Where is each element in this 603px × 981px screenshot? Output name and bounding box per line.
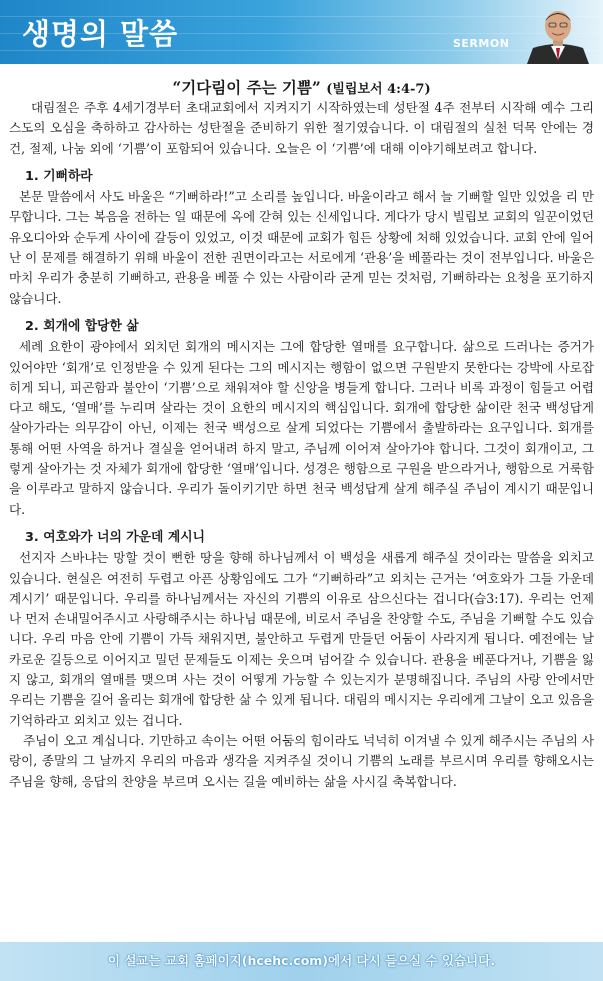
section-title: 생명의 말씀 (22, 17, 179, 51)
section-heading-3: 3. 여호와가 너의 가운데 계시니 (25, 529, 205, 545)
scripture-reference: (빌립보서 4:4-7) (326, 82, 431, 97)
section-body-3: 선지자 스바냐는 망할 것이 뻔한 땅을 향해 하나님께서 이 백성을 새롭게 해주실 것이라는 말씀을 외치고 있습니다. 현실은 여전히 두렵고 아픈 상황임에도 그가 “기뻐하라”고 외치는 근거는 ‘여호와가 그들 가운데 계시기’ 때문입니다. 우리를 하나님께서는 자신의 기쁨의 이유로 삼으신다는 겁니다(습3:17). 우리는 언제나 먼저 손내밀어주시고 사랑해주시는 하나님 때문에, 비로서 주님을 찬양할 수도, 주님을 기뻐할 수도 있습니다. 우리 마음 안에 기쁨이 가득 채워지면, 불안하고 두렵게 만들던 어둠이 사라지게 됩니다. 예전에는 날카로운 길등으로 이어지고 밀던 문제들도 이제는 웃으며 넘어갈 수 있습니다. 관용을 베푼다거나, 기쁨을 잃지 않고, 회개의 열매를 맺으며 사는 것이 어떻게 가능할 수 있는지가 분명해집니다. 주님의 사랑 안에서만 우리는 기쁨을 길어 올리는 회개에 합당한 삶 수 있게 됩니다. 대림의 메시지는 우리에게 그날이 오고 있음을 기억하라고 외치고 있는 겁니다. (9, 550, 594, 728)
closing-paragraph: 주님이 오고 계십니다. 기만하고 속이는 어떤 어둠의 힘이라도 넉넉히 이겨낼 수 있게 해주시는 주님의 사랑이, 종말의 그 날까지 우리의 마음과 생각을 지켜주실 것이니 기쁨의 노래를 부르시며 우리를 향해오시는 주님을 향해, 응답의 찬양을 부르며 오시는 길을 예비하는 삶을 사시길 축복합니다. (9, 732, 594, 789)
section-body-2: 세례 요한이 광야에서 외치던 회개의 메시지는 그에 합당한 열매를 요구합니다. 삶으로 드러나는 증거가 있어야만 ‘회개’로 인정받을 수 있게 된다는 그의 메시지는 행함이 없으면 구원받지 못한다는 강박에 사로잡히게 되니, 피곤함과 불안이 ‘기쁨’으로 채워져야 할 신앙을 병들게 합니다. 그러나 비록 과정이 힘들고 어렵다고 해도, ‘열매’를 누리며 살라는 것이 요한의 메시지의 핵심입니다. 회개에 합당한 삶이란 천국 백성답게 살아가라는 의무감이 아닌, 이제는 천국 백성으로 살게 되었다는 기쁨에서 출발하라는 요구입니다. 회개를 통해 어떤 사역을 하거나 결실을 얻어내려 하지 말고, 주님께 이어져 살아가야 합니다. 그것이 회개이고, 그렇게 살아가는 것 자체가 회개에 합당한 ‘열매’입니다. 성경은 행함으로 구원을 받으라거나, 행함으로 거룩함을 이루라고 말하지 않습니다. 우리가 돌이키기만 하면 천국 백성답게 살게 해주실 주님이 계시기 때문입니다. (9, 339, 594, 517)
section-heading-2: 2. 회개에 합당한 삶 (25, 318, 139, 334)
sermon-title (0, 76, 603, 98)
section-heading-1: 1. 기뻐하라 (25, 168, 93, 184)
footer-banner (0, 942, 603, 981)
intro-paragraph: 대림절은 주후 4세기경부터 초대교회에서 지켜지기 시작하였는데 성탄절 4주 전부터 시작해 예수 그리스도의 오심을 축하하고 감사하는 성탄절을 준비하기 위한 절기였습니다. 이 대림절의 실천 덕목 안에는 경건, 절제, 나눔 외에 ‘기쁨’이 포함되어 있습니다. 오늘은 이 ‘기쁨’에 대해 이야기해보려고 합니다. (9, 100, 594, 156)
sermon-label: SERMON (453, 37, 510, 50)
sermon-title-text: “기다림이 주는 기쁨” (172, 78, 321, 97)
section-body-1: 본문 말씀에서 사도 바울은 “기뻐하라!”고 소리를 높입니다. 바울이라고 해서 늘 기뻐할 일만 있었을 리 만무합니다. 그는 복음을 전하는 일 때문에 옥에 갇혀 있는 신세입니다. 게다가 당시 빌립보 교회의 일꾼이었던 유오디아와 순두게 사이에 갈등이 있었고, 이것 때문에 교회가 힘든 상황에 처해 있었습니다. 교회 안에 일어난 이 문제를 해결하기 위해 바울이 전한 권면이라고는 서로에게 ‘관용’을 베풀라는 것이 전부입니다. 바울은 마치 우리가 충분히 기뻐하고, 관용을 베풀 수 있는 사람이라 굳게 믿는 것처럼, 기뻐하라는 요청을 포기하지 않습니다. (9, 189, 594, 306)
header-banner (0, 0, 603, 64)
footer-notice: 이 설교는 교회 홈페이지(hcehc.com)에서 다시 들으실 수 있습니다. (107, 953, 496, 968)
pastor-portrait (521, 4, 595, 64)
sermon-body (0, 98, 603, 792)
